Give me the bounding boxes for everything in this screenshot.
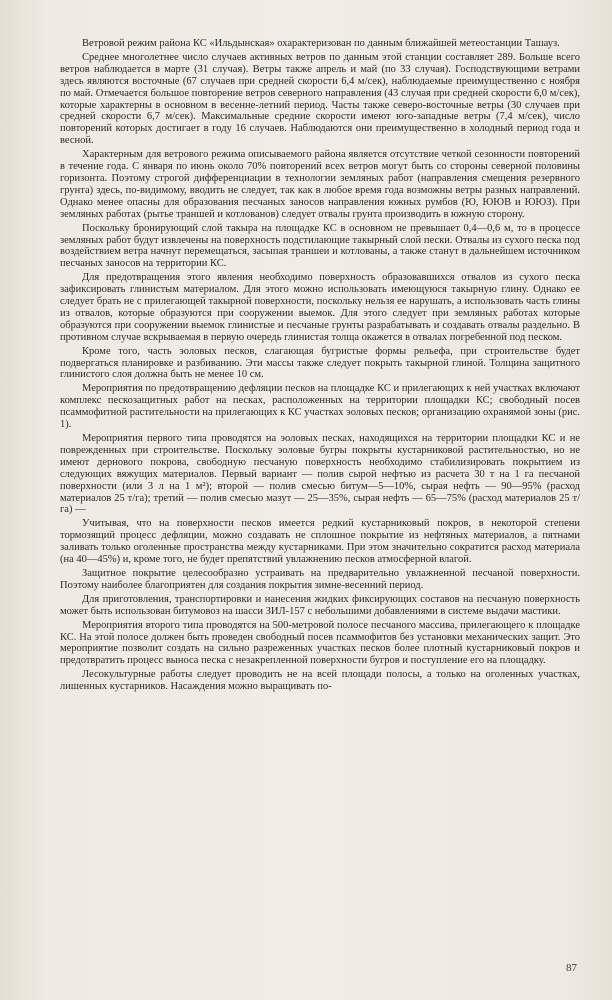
paragraph: Защитное покрытие целесообразно устраивать на предварительно увлажненной песчаной поверхности. Поэтому наиболее благоприятен для создания покрытия зимне-весенний период. — [60, 567, 580, 591]
paragraph: Среднее многолетнее число случаев активных ветров по данным этой станции составляет 289. Больше всего ветров наблюдается в марте (31 случая). Ветры также апрель и май (по 33 случая). Господствующими ветрами здесь являются восточные (67 случаев при средней скорости 6,4 м/сек), наблюдаемые преимущественно с ноября по май. Отмечается большое повторение ветров северного направления (43 случая при средней скорости 6,0 м/сек), которые характерны в основном в весенне-летний период. Часты также северо-восточные ветры (30 случаев при средней скорости 6,7 м/сек). Максимальные средние скорости имеют юго-западные ветры (7,4 м/сек), число повторений которых достигает в году 16 случаев. Наблюдаются они преимущественно в холодный период года и весной. — [60, 51, 580, 147]
paragraph: Для предотвращения этого явления необходимо поверхность образовавшихся отвалов из сухого песка зафиксировать глинистым материалом. Для этого можно использовать имеющуюся такырную глину. Однако ее следует брать не с прилегающей такырной поверхности, поскольку нельзя ее нарушать, а использовать часть глины из отвалов, которые образуются при сооружении выемок. Для этого следует при земляных работах которые образуются при сооружении выемок глинистые и песчаные грунты разрабатывать и создавать отвалы раздельно. В противном случае вскрываемая в первую очередь глинистая толща окажется в отвалах погребенной под песком. — [60, 272, 580, 343]
paragraph: Мероприятия по предотвращению дефляции песков на площадке КС и прилегающих к ней участках включают комплекс пескозащитных работ на песках, расположенных на территории площадки КС; свободный посев псаммофитной растительности на прилегающих к КС участках эоловых песков; организацию охранямой зоны (рис. 1). — [60, 383, 580, 431]
paragraph: Мероприятия первого типа проводятся на эоловых песках, находящихся на территории площадки КС и не поврежденных при строительстве. Поскольку эоловые бугры покрыты кустарниковой растительностью, но не имеют дернового покрова, свободную песчаную поверхность необходимо стабилизировать покрытием из следующих вяжущих материалов. Первый вариант — полив сырой нефтью из расчета 30 т на 1 га песчаной поверхности (или 3 л на 1 м²); второй — полив смесью битум—5—10%, сырая нефть — 90—95% (расход материалов 25 т/га); третий — полив смесью мазут — 25—35%, сырая нефть — 65—75% (расход материалов 25 т/га) — — [60, 433, 580, 516]
paragraph: Мероприятия второго типа проводятся на 500-метровой полосе песчаного массива, прилегающего к площадке КС. На этой полосе должен быть проведен свободный посев псаммофитов без установки механических защит. Это мероприятие позволит создать на сильно разреженных участках песков более плотный кустарниковый покров и предотвратить процесс выноса песка с незакрепленной поверхности бугров и поступление его на площадку. — [60, 619, 580, 667]
paragraph: Лесокультурные работы следует проводить не на всей площади полосы, а только на оголенных участках, лишенных кустарников. Насаждения можно выращивать по- — [60, 669, 580, 693]
paragraph: Характерным для ветрового режима описываемого района является отсутствие четкой сезонности повторений в течение года. С января по июнь около 70% повторений всех ветров могут быть со стороны северной половины горизонта. Поэтому строгой дифференциации в технологии земляных работ (направления смещения резервного грунта) здесь, по-видимому, вводить не следует, так как в любое время года возможны ветры разных направлений. Однако менее опасны для образования песчаных заносов направления южных румбов (Ю, ЮЮВ и ЮЮЗ). При земляных работах (рытье траншей и котлованов) следует отвалы грунта производить в южную сторону. — [60, 149, 580, 220]
body-text — [60, 38, 580, 695]
paragraph: Учитывая, что на поверхности песков имеется редкий кустарниковый покров, в некоторой степени тормозящий процесс дефляции, можно создавать не сплошное покрытие из нефтяных материалов, а пятнами заливать только оголенные пространства между кустарниками. При этом значительно сократится расход материала (на 40—45%) и, кроме того, не будет препятствий увлажнению песков атмосферной влагой. — [60, 518, 580, 566]
paragraph: Ветровой режим района КС «Ильдынская» охарактеризован по данным ближайшей метеостанции Ташауз. — [82, 38, 560, 49]
paragraph: Поскольку бронирующий слой такыра на площадке КС в основном не превышает 0,4—0,6 м, то в процессе земляных работ будут извлечены на поверхность подстилающие такырный слой пески. Отвалы из сухого песка под воздействием ветра начнут перемещаться, засыпая траншеи и котлованы, а также станут в дальнейшем источником песчаных заносов на территории КС. — [60, 222, 580, 270]
paragraph: Для приготовления, транспортировки и нанесения жидких фиксирующих составов на песчаную поверхность может быть использован битумовоз на шасси ЗИЛ-157 с небольшими добавлениями в системе выдачи мастики. — [60, 593, 580, 617]
paragraph: Кроме того, часть эоловых песков, слагающая бугристые формы рельефа, при строительстве будет подвергаться планировке и разбиванию. Эти массы также следует покрыть такырной глиной. Толщина защитного глинистого слоя должна быть не менее 10 см. — [60, 345, 580, 381]
page-number: 87 — [566, 962, 577, 974]
